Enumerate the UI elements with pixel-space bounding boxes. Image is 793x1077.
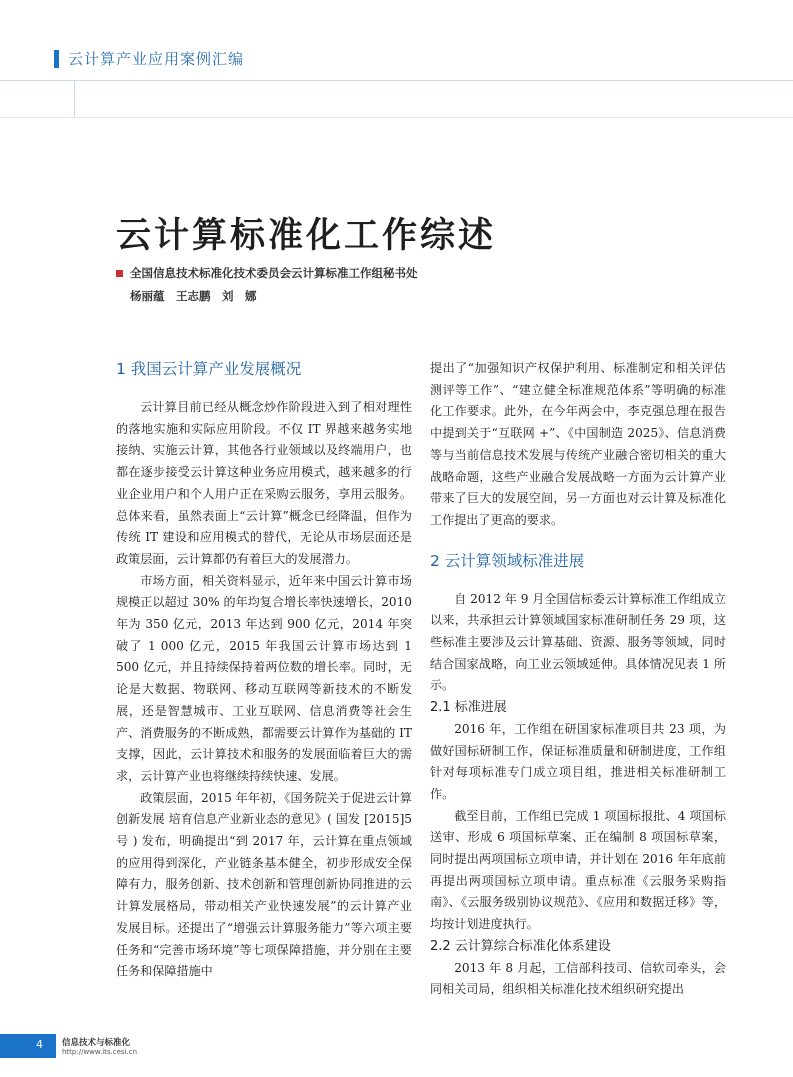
author-organization: 全国信息技术标准化技术委员会云计算标准工作组秘书处 [130, 266, 418, 280]
journal-url: http://www.its.cesi.cn [62, 1048, 138, 1056]
article-title: 云计算标准化工作综述 [116, 215, 497, 256]
paragraph: 提出了“加强知识产权保护利用、标准制定和相关评估测评等工作”、“建立健全标准规范体系”等明确的标准化工作要求。此外，在今年两会中，李克强总理在报告中提到关于“互联网 +”、《中国制造 2025》、信息消费等与当前信息技术发展与传统产业融合密切相关的重大战略命题，这些产业融合发展战略一方面为云计算产业带来了巨大的发展空间，另一方面也对云计算及标准化工作提出了更高的要求。 [430, 361, 726, 527]
section-heading-1: 1 我国云计算产业发展概况 [116, 360, 302, 378]
paragraph: 自 2012 年 9 月全国信标委云计算标准工作组成立以来，共承担云计算领域国家标准研制任务 29 项，这些标准主要涉及云计算基础、资源、服务等领域，同时结合国家战略，向工业云领域延伸。具体情况见表 1 所示。 [430, 591, 726, 693]
journal-name: 信息技术与标准化 [62, 1038, 131, 1048]
header-accent-bar [54, 50, 59, 68]
paragraph: 截至目前，工作组已完成 1 项国标报批、4 项国标送审、形成 6 项国标草案、正在编制 8 项国标草案，同时提出两项国标立项申请，并计划在 2016 年年底前再提出两项国标立项申请。重点标准《云服务采购指南》、《云服务级别协议规范》、《应用和数据迁移》等，均按计划进度执行。 [430, 808, 726, 932]
paragraph: 市场方面，相关资料显示，近年来中国云计算市场规模正以超过 30% 的年均复合增长率快速增长，2010 年为 350 亿元，2013 年达到 900 亿元，2014 年突破了 1 000 亿元，2015 年我国云计算市场达到 1 500 亿元，并且持续保持着两位数的增长率。同时，无论是大数据、物联网、移动互联网等新技术的不断发展，还是智慧城市、工业互联网、信息消费等社会生产、消费服务的不断成熟，都需要云计算作为基础的 IT 支撑，因此，云计算技术和服务的发展面临着巨大的需求，云计算产业也将继续持续快速、发展。 [116, 573, 412, 783]
header-vertical-rule [74, 80, 75, 117]
paragraph: 云计算目前已经从概念炒作阶段进入到了相对理性的落地实施和实际应用阶段。不仅 IT 界越来越务实地接纳、实施云计算，其他各行业领域以及终端用户，也都在逐步接受云计算这种业务应用模式，越来越多的行业企业用户和个人用户正在采购云服务，享用云服务。总体来看，虽然表面上“云计算”概念已经降温，但作为传统 IT 建设和应用模式的替代，无论从市场层面还是政策层面，云计算都仍有着巨大的发展潜力。 [116, 400, 412, 566]
right-column [430, 358, 726, 1001]
paragraph: 政策层面，2015 年年初，《国务院关于促进云计算创新发展 培育信息产业新业态的意见》( 国发 [2015]5 号 ) 发布，明确提出“到 2017 年，云计算在重点领域的应用得到深化，产业链条基本健全，初步形成安全保障有力，服务创新、技术创新和管理创新协同推进的云计算发展格局，带动相关产业快速发展”的云计算产业发展目标。还提出了“增强云计算服务能力”等六项主要任务和“完善市场环境”等七项保障措施，并分别在主要任务和保障措施中 [116, 790, 412, 979]
org-marker-square [116, 270, 123, 277]
header-divider [0, 80, 793, 81]
subsection-heading-2-2: 2.2 云计算综合标准化体系建设 [430, 938, 611, 954]
page-number: 4 [36, 1038, 43, 1051]
header-divider-lower [0, 117, 793, 118]
subsection-heading-2-1: 2.1 标准进展 [430, 700, 507, 716]
footer-page-tab [0, 1034, 56, 1058]
left-column [116, 358, 412, 983]
paragraph: 2016 年，工作组在研国家标准项目共 23 项，为做好国标研制工作，保证标准质量和研制进度，工作组针对每项标准专门成立项目组，推进相关标准研制工作。 [430, 721, 726, 801]
running-header: 云计算产业应用案例汇编 [68, 50, 245, 68]
author-names: 杨丽蕴 王志鹏 刘 娜 [130, 289, 257, 303]
section-heading-2: 2 云计算领域标准进展 [430, 551, 585, 570]
paragraph: 2013 年 8 月起，工信部科技司、信软司牵头，会同相关司局，组织相关标准化技术组织研究提出 [430, 960, 726, 997]
